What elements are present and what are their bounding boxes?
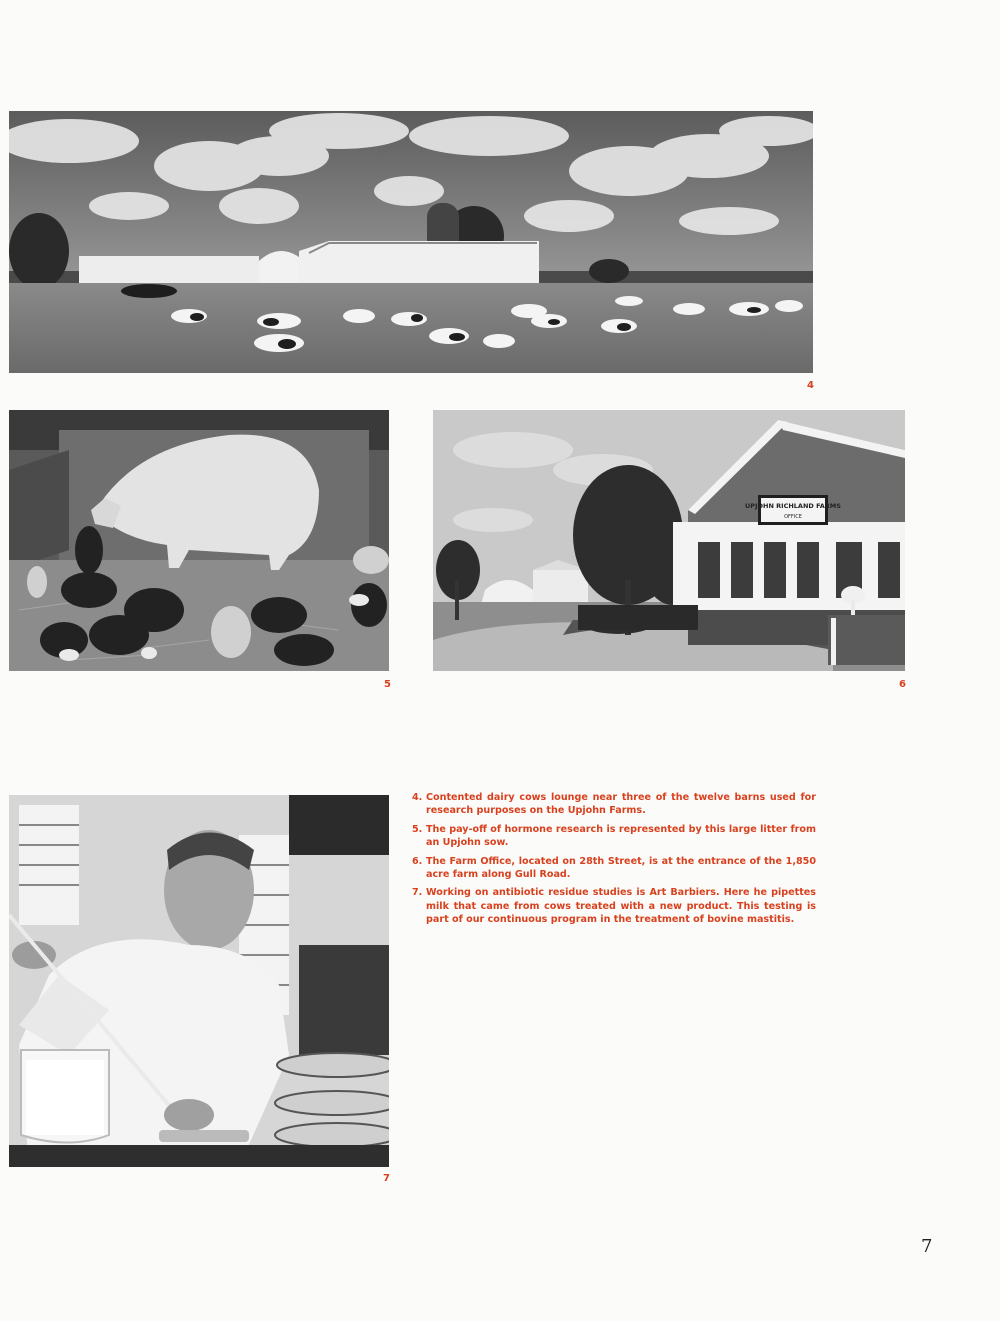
farm-office-image [433,410,905,671]
caption-number: 4. [412,792,423,803]
caption-text: Contented dairy cows lounge near three of the twelve barns used for research purposes on the Upjohn Farms. [426,792,816,817]
photo-cows-pasture [9,111,813,373]
page-number: 7 [921,1236,933,1257]
caption-item-4 [412,791,816,818]
sign-line-2: OFFICE [784,514,802,520]
photo-sow-litter [9,410,389,671]
caption-text: The Farm Office, located on 28th Street, is at the entrance of the 1,850 acre farm along Gull Road. [426,855,816,881]
caption-number: 5. [412,823,423,835]
cows-pasture-image [9,111,813,373]
figure-number-4: 4 [807,380,814,391]
figure-number-7: 7 [383,1173,390,1184]
caption-text: Working on antibiotic residue studies is Art Barbiers. Here he pipettes milk that came from cows treated with a new product. This testing is part of our continuous program in the treatment of bovine mastitis. [426,887,816,926]
caption-item-7 [412,886,816,926]
caption-list [412,791,816,932]
figure-number-6: 6 [899,679,906,690]
figure-number-5: 5 [384,679,391,690]
sign-line-1: UPJOHN RICHLAND FARMS [745,502,841,510]
caption-number: 7. [412,887,423,899]
photo-technician-pipetting [9,795,389,1167]
sow-litter-image [9,410,389,671]
caption-item-6 [412,855,816,882]
caption-number: 6. [412,855,423,867]
photo-farm-office [433,410,905,671]
caption-item-5 [412,823,816,850]
caption-text: The pay-off of hormone research is represented by this large litter from an Upjohn sow. [426,823,816,849]
technician-pipetting-image [9,795,389,1167]
